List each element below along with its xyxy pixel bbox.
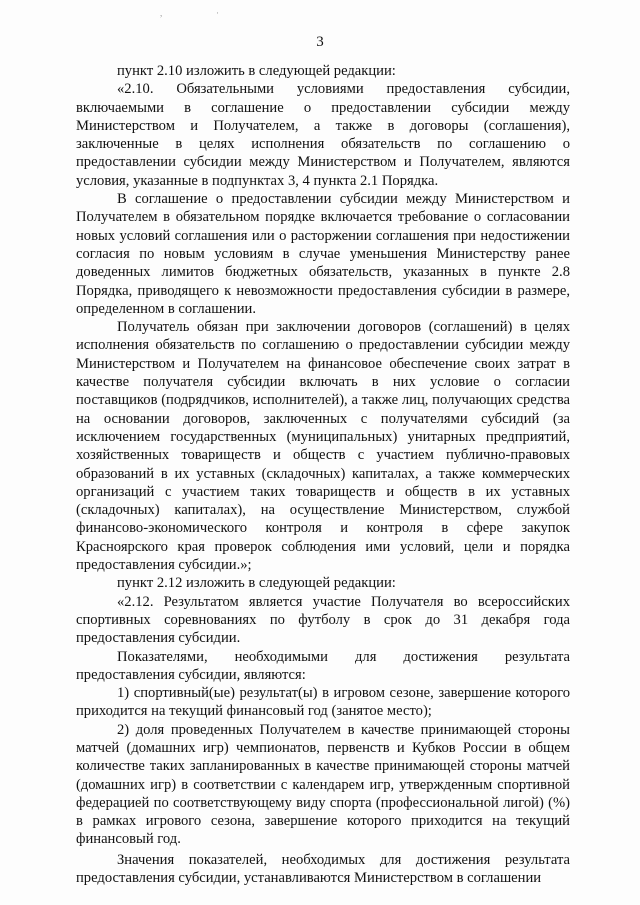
paragraph: В соглашение о предоставлении субсидии между Министерством и Получателем в обязательном порядке включается требование о согласовании новых условий соглашения или о расторжении соглашения при недостижении согласия по новым условиям в случае уменьшения Министерству ранее доведенных лимитов бюджетных обязательств, указанных в пункте 2.8 Порядка, приводящего к невозможности предоставления субсидии в размере, определенном в соглашении. bbox=[76, 191, 570, 317]
paragraph: 2) доля проведенных Получателем в качестве принимающей стороны матчей (домашних игр) чемпионатов, первенств и Кубков России в общем количестве таких запланированных в качестве принимающей стороны матчей (домашних игр) в соответствии с календарем игр, утвержденным спортивной федерацией по соответствующему виду спорта (профессиональной лигой) (%) в рамках игрового сезона, завершение которого приходится на текущий финансовый год. bbox=[76, 721, 570, 848]
scan-mark: , bbox=[160, 8, 163, 18]
document-body bbox=[76, 62, 570, 887]
paragraph: «2.10. Обязательными условиями предоставления субсидии, включаемыми в соглашение о предоставлении субсидии между Министерством и Получателем, а также в договоры (соглашения), заключенные в целях исполнения обязательств по соглашению о предоставлении субсидии между Министерством и Получателем, являются условия, указанные в подпунктах 3, 4 пункта 2.1 Порядка. bbox=[76, 81, 570, 189]
paragraph: Показателями, необходимыми для достижения результата предоставления субсидии, являются: bbox=[76, 648, 570, 683]
paragraph: «2.12. Результатом является участие Получателя во всероссийских спортивных соревнованиях по футболу в срок до 31 декабря года предоставления субсидии. bbox=[76, 593, 570, 647]
page-number: 3 bbox=[316, 34, 324, 50]
paragraph: 1) спортивный(ые) результат(ы) в игровом сезоне, завершение которого приходится на текущий финансовый год (занятое место); bbox=[76, 685, 570, 720]
scan-mark: · bbox=[216, 8, 219, 18]
paragraph: Значения показателей, необходимых для достижения результата предоставления субсидии, устанавливаются Министерством в соглашении bbox=[76, 851, 570, 887]
paragraph: пункт 2.10 изложить в следующей редакции: bbox=[117, 63, 396, 79]
paragraph: Получатель обязан при заключении договоров (соглашений) в целях исполнения обязательств по соглашению о предоставлении субсидии между Министерством и Получателем на финансовое обеспечение своих затрат в качестве получателя субсидии включать в них условие о согласии поставщиков (подрядчиков, исполнителей), а также лиц, получающих средства на основании договоров, заключенных с получателями субсидий (за исключением государственных (муниципальных) унитарных предприятий, хозяйственных товариществ и обществ с участием публично-правовых образований в их уставных (складочных) капиталах, а также коммерческих организаций с участием таких товариществ и обществ в их уставных (складочных) капиталах), на осуществление Министерством, службой финансово-экономического контроля и контроля в сфере закупок Красноярского края проверок соблюдения ими условий, цели и порядка предоставления субсидии.»; bbox=[76, 319, 570, 574]
paragraph: пункт 2.12 изложить в следующей редакции: bbox=[117, 575, 396, 592]
